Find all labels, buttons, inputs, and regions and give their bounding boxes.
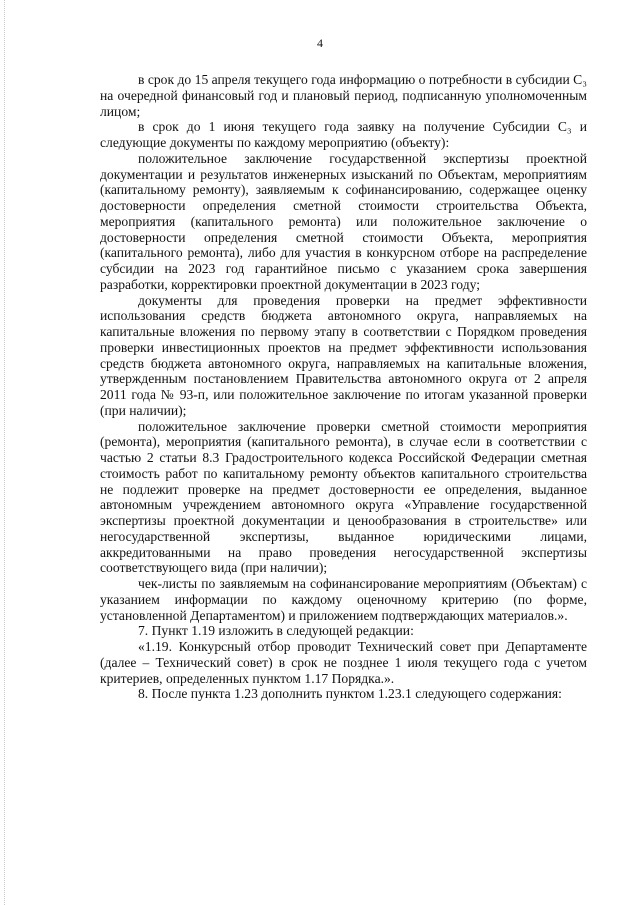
paragraph-item-8: 8. После пункта 1.23 дополнить пунктом 1.23.1 следующего содержания: [138,686,562,702]
paragraph-state-expertise-conclusion: положительное заключение государственной экспертизы проектной документации и результатов инженерных изысканий по Объектам, мероприятиям (капитальному ремонту), заявляемым к софинансированию, содержащее оценку достоверности определения сметной стоимости строительства Объекта, мероприятия (капитального ремонта) или положительное заключение о достоверности определения сметной стоимости Объекта, мероприятия (капитального ремонта), либо для участия в конкурсном отборе на распределение субсидии на 2023 год гарантийное письмо с указанием срока завершения разработки, корректировки проектной документации в 2023 году; [100,150,587,292]
paragraph-checklists: чек-листы по заявляемым на софинансирование мероприятиям (Объектам) с указанием информации по каждому оценочному критерию (по форме, установленной Департаментом) и приложением подтверждающих материалов.». [100,576,587,623]
paragraph-efficiency-check-documents: документы для проведения проверки на предмет эффективности использования средств бюджета автономного округа, направляемых на капитальные вложения по первому этапу в соответствии с Порядком проведения проверки инвестиционных проектов на предмет эффективности использования средств бюджета автономного округа, направляемых на капитальные вложения, утвержденным постановлением Правительства автономного округа от 2 апреля 2011 года № 93-п, или положительное заключение по итогам указанной проверки (при наличии); [100,292,587,418]
page-edge-line [4,0,6,905]
paragraph-item-1-19: «1.19. Конкурсный отбор проводит Технический совет при Департаменте (далее – Технический совет) в срок не позднее 1 июля текущего года с учетом критериев, определенных пунктом 1.17 Порядка.». [100,639,587,686]
paragraph-item-7: 7. Пункт 1.19 изложить в следующей редакции: [138,623,414,639]
document-body [100,72,587,702]
paragraph-request-deadline-june: в срок до 1 июня текущего года заявку на получение Субсидии С₃ и следующие документы по каждому мероприятию (объекту): [100,119,587,150]
paragraph-cost-check-conclusion: положительное заключение проверки сметной стоимости мероприятия (ремонта), мероприятия (капитального ремонта), в случае если в соответствии с частью 2 статьи 8.3 Градостроительного кодекса Российской Федерации сметная стоимость работ по капитальному ремонту объектов капитального строительства не подлежит проверке на предмет достоверности ее определения, выданное автономным учреждением автономного округа «Управление государственной экспертизы проектной документации и ценообразования в строительстве» или негосударственной экспертизы, выданное юридическими лицами, аккредитованными на право проведения негосударственной экспертизы соответствующего вида (при наличии); [100,418,587,576]
page-number: 4 [317,36,323,50]
paragraph-request-deadline-april: в срок до 15 апреля текущего года информацию о потребности в субсидии С₃ на очередной финансовый год и плановый период, подписанную уполномоченным лицом; [100,72,587,119]
